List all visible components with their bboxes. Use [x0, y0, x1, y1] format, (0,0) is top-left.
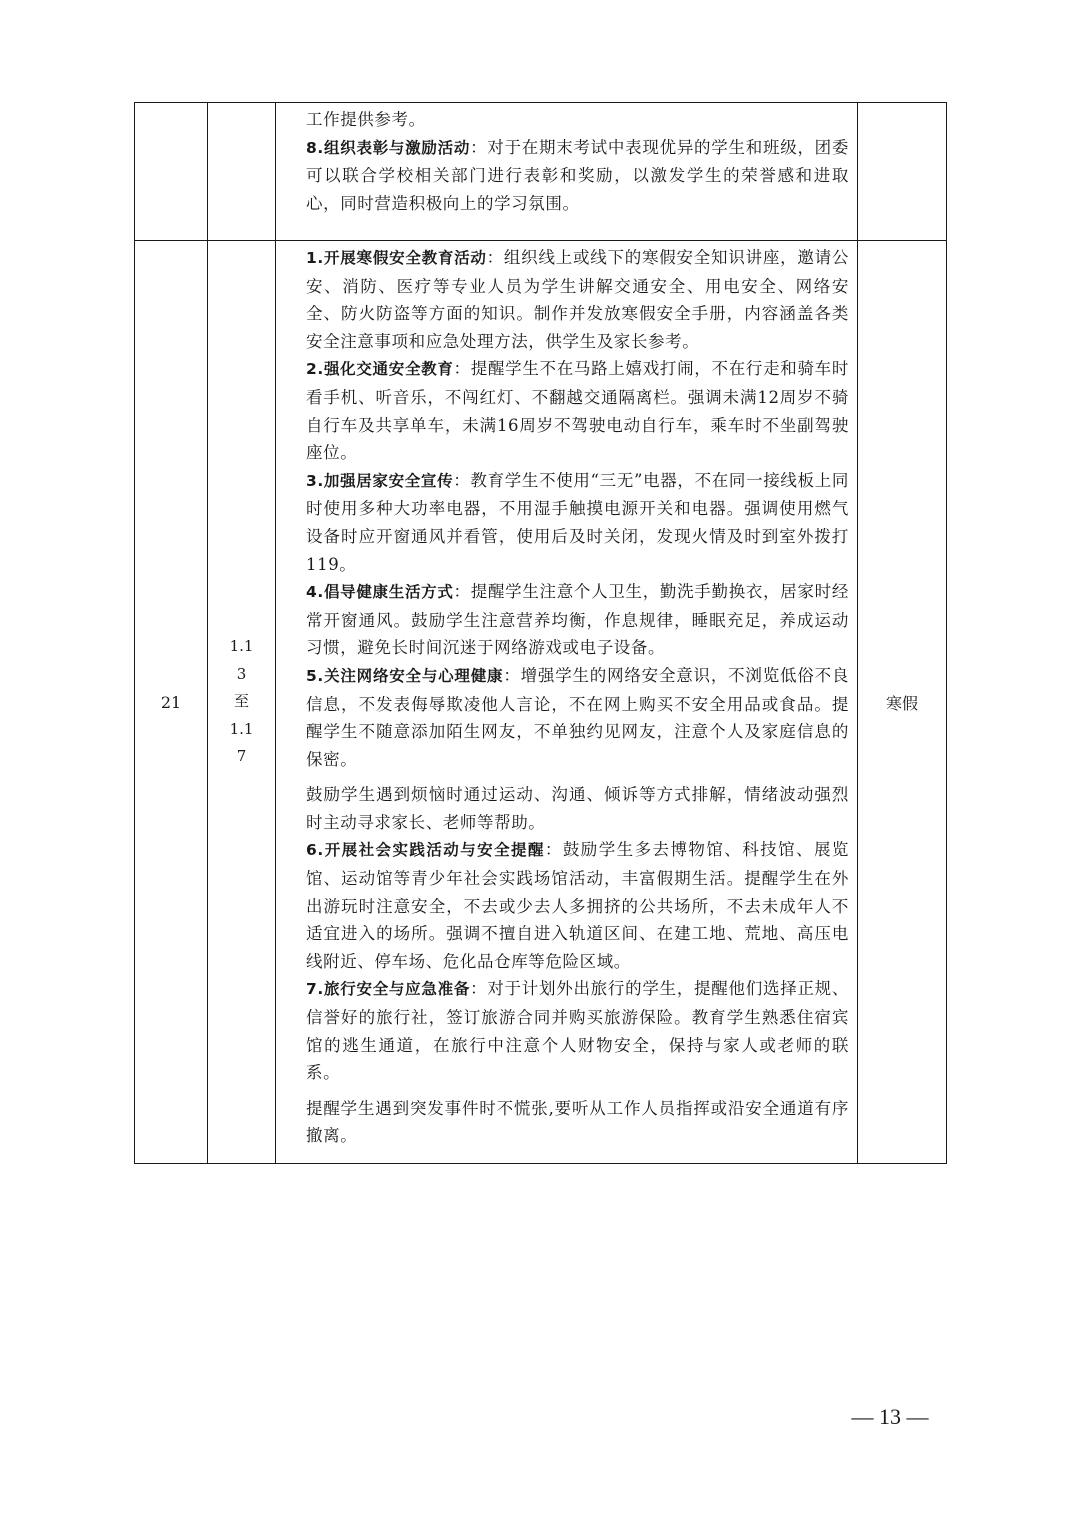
item-heading: 3.加强居家安全宣传: [306, 471, 454, 490]
item-heading: 5.关注网络安全与心理健康: [306, 666, 504, 685]
item-heading: 4.倡导健康生活方式: [306, 583, 454, 602]
row-number: 21: [160, 692, 182, 712]
item-text: ：增强学生的网络安全意识，不浏览低俗不良信息，不发表侮辱欺凌他人言论，不在网上购买不安全用品或食品。提醒学生不随意添加陌生网友，不单独约见网友，注意个人及家庭信息的保密。: [306, 665, 849, 769]
paragraph: [306, 355, 849, 466]
item-text: 提醒学生遇到突发事件时不慌张,要听从工作人员指挥或沿安全通道有序撤离。: [306, 1098, 849, 1146]
number-cell: [135, 103, 208, 241]
content-cell: [276, 241, 858, 1164]
paragraph: [306, 662, 849, 773]
paragraph: [306, 975, 849, 1086]
paragraph: [306, 106, 849, 134]
number-cell: [135, 241, 208, 1164]
item-text: ：组织线上或线下的寒假安全知识讲座，邀请公安、消防、医疗等专业人员为学生讲解交通安全、用电安全、网络安全、防火防盗等方面的知识。制作并发放寒假安全手册，内容涵盖各类安全注意事项和应急处理方法，供学生及家长参考。: [306, 248, 849, 351]
content-cell: [276, 103, 858, 241]
paragraph: [306, 578, 849, 662]
item-heading: 8.组织表彰与激励活动: [306, 138, 471, 157]
item-text: 工作提供参考。: [306, 110, 426, 129]
remark-text: 寒假: [885, 693, 918, 713]
item-text: ：提醒学生注意个人卫生，勤洗手勤换衣，居家时经常开窗通风。鼓励学生注意营养均衡，作息规律，睡眠充足，养成运动习惯，避免长时间沉迷于网络游戏或电子设备。: [306, 582, 849, 658]
item-text: ：教育学生不使用“三无”电器，不在同一接线板上同时使用多种大功率电器，不用湿手触摸电源开关和电器。强调使用燃气设备时应开窗通风并看管，使用后及时关闭，发现火情及时到室外拨打119。: [306, 470, 849, 574]
item-text: ：鼓励学生多去博物馆、科技馆、展览馆、运动馆等青少年社会实践场馆活动，丰富假期生活。提醒学生在外出游玩时注意安全，不去或少去人多拥挤的公共场所，不去未成年人不适宜进入的场所。强调不擅自进入轨道区间、在建工地、荒地、高压电线附近、停车场、危化品仓库等危险区域。: [306, 840, 849, 971]
paragraph: [306, 467, 849, 578]
date-range: [208, 633, 275, 771]
paragraph: [306, 134, 849, 218]
page-number: — 13 —: [851, 1404, 929, 1429]
paragraph: [306, 836, 849, 975]
date-line: 1.1: [229, 719, 254, 738]
item-heading: 2.强化交通安全教育: [306, 360, 454, 379]
item-text: ：对于计划外出旅行的学生，提醒他们选择正规、信誉好的旅行社，签订旅游合同并购买旅游保险。教育学生熟悉住宿宾馆的逃生通道，在旅行中注意个人财物安全，保持与家人或老师的联系。: [306, 979, 849, 1083]
item-heading: 7.旅行安全与应急准备: [306, 980, 471, 999]
item-text: ：提醒学生不在马路上嬉戏打闹，不在行走和骑车时看手机、听音乐，不闯红灯、不翻越交通隔离栏。强调未满12周岁不骑自行车及共享单车，未满16周岁不驾驶电动自行车，乘车时不坐副驾驶座位。: [306, 359, 849, 463]
item-text: 鼓励学生遇到烦恼时通过运动、沟通、倾诉等方式排解，情绪波动强烈时主动寻求家长、老师等帮助。: [306, 785, 849, 832]
paragraph: [306, 781, 849, 836]
date-line: 至: [233, 692, 249, 711]
activity-table: [134, 102, 947, 1164]
date-cell: [208, 241, 276, 1164]
table-row: [135, 241, 947, 1164]
table-row: [135, 103, 947, 241]
date-line: 7: [236, 747, 247, 766]
date-line: 1.1: [229, 637, 254, 656]
prev-row-content: [306, 106, 849, 217]
remark-cell: [858, 241, 947, 1164]
paragraph: [306, 1095, 849, 1150]
item-heading: 1.开展寒假安全教育活动: [306, 249, 487, 267]
paragraph: [306, 244, 849, 355]
item-heading: 6.开展社会实践活动与安全提醒: [306, 841, 545, 860]
item-text: ：对于在期末考试中表现优异的学生和班级，团委可以联合学校相关部门进行表彰和奖励，以激发学生的荣誉感和进取心，同时营造积极向上的学习氛围。: [306, 137, 849, 213]
date-line: 3: [236, 664, 247, 683]
main-row-content: [306, 244, 849, 1150]
date-cell: [208, 103, 276, 241]
remark-cell: [858, 103, 947, 241]
